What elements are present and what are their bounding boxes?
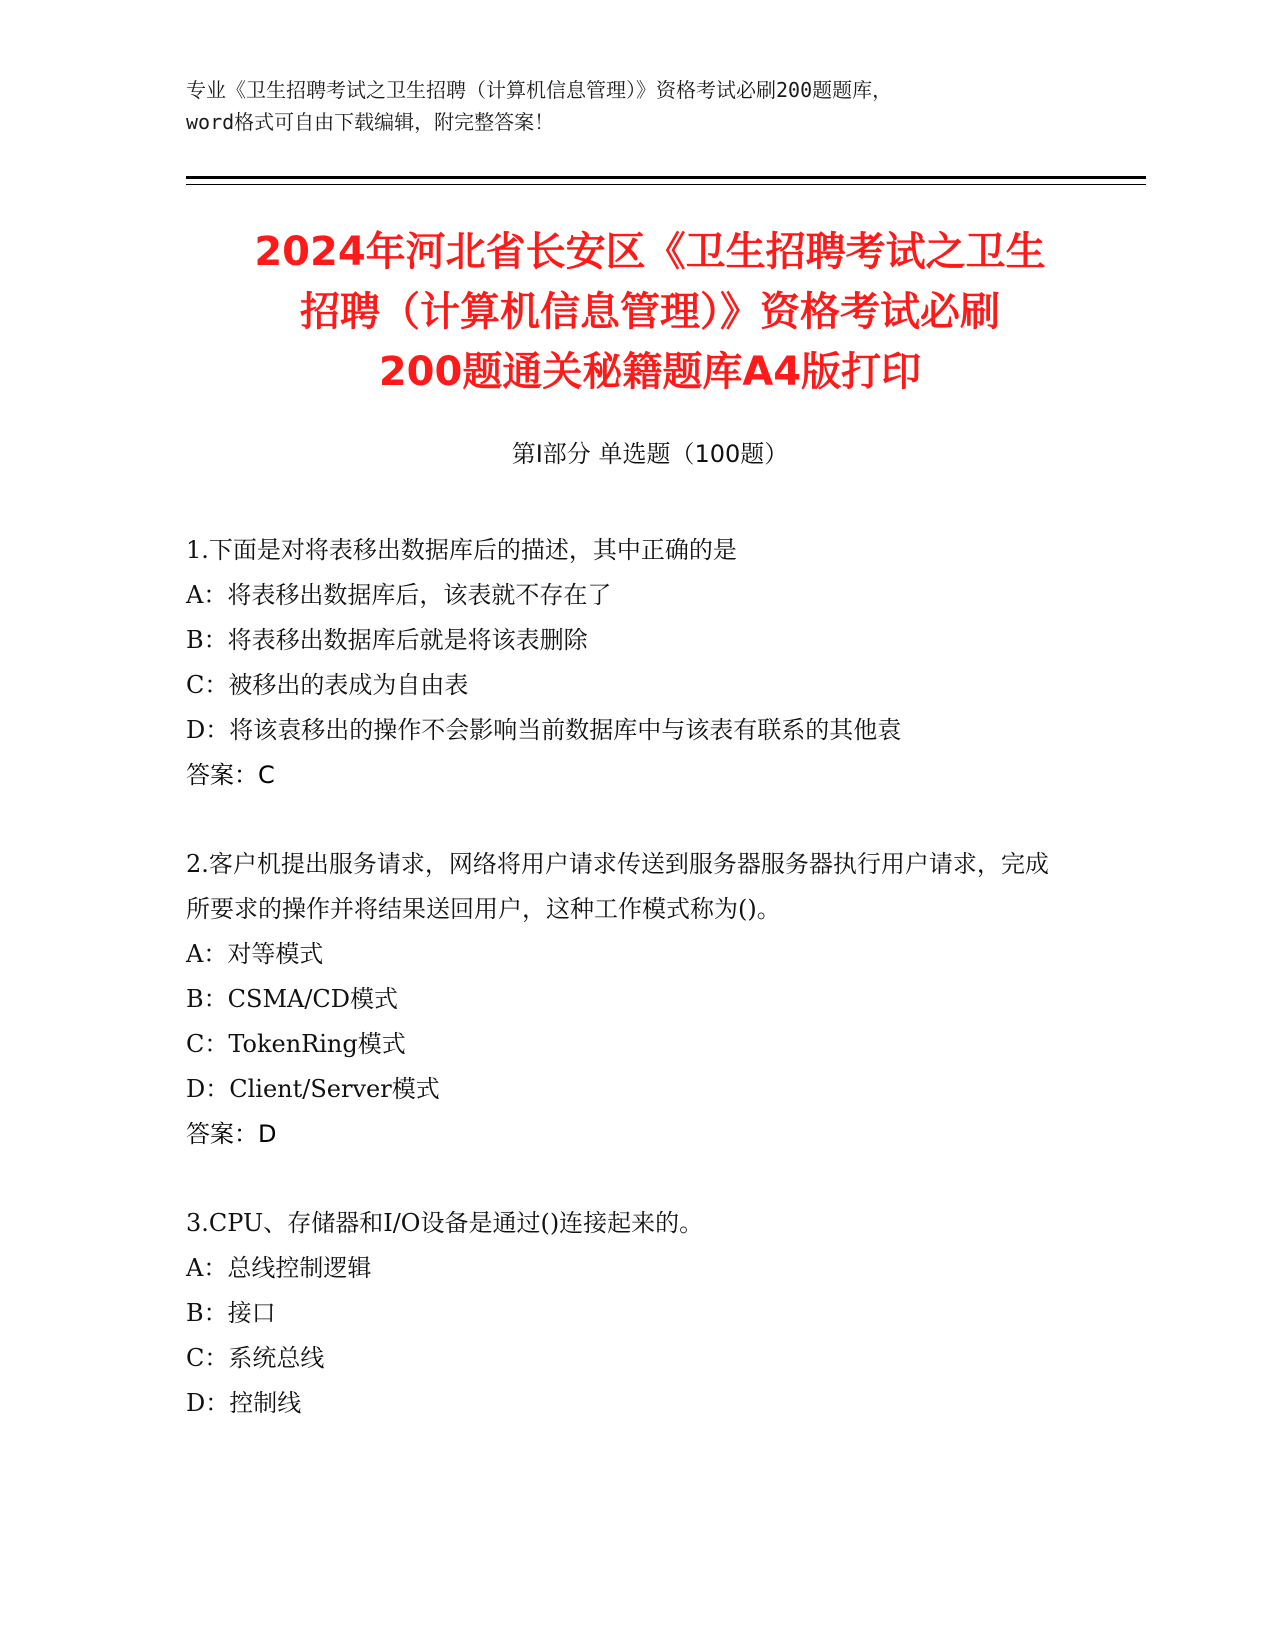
option-c: C：系统总线 <box>186 1344 325 1372</box>
option-b: B：接口 <box>186 1299 276 1327</box>
option-a: A：总线控制逻辑 <box>186 1254 372 1282</box>
header-divider-thick <box>186 176 1146 179</box>
option-b: B：将表移出数据库后就是将该表删除 <box>186 626 588 654</box>
title-line-1: 2024年河北省长安区《卫生招聘考试之卫生 <box>254 229 1046 275</box>
answer-label: 答案：C <box>186 761 275 789</box>
question-stem: 1.下面是对将表移出数据库后的描述，其中正确的是 <box>186 536 737 564</box>
title-line-2: 招聘（计算机信息管理）》资格考试必刷 <box>300 289 1000 335</box>
header-note <box>186 74 1086 138</box>
question-2 <box>186 842 1086 1157</box>
header-divider-thin <box>186 184 1146 185</box>
section-heading: 第Ⅰ部分 单选题（100题） <box>511 440 789 468</box>
option-a: A：对等模式 <box>186 940 324 968</box>
option-c: C：被移出的表成为自由表 <box>186 671 469 699</box>
header-line-1: 专业《卫生招聘考试之卫生招聘（计算机信息管理）》资格考试必刷200题题库， <box>186 78 893 102</box>
header-line-2: word格式可自由下载编辑，附完整答案！ <box>186 110 555 134</box>
question-stem: 2.客户机提出服务请求，网络将用户请求传送到服务器服务器执行用户请求，完成所要求的操作并将结果送回用户，这种工作模式称为()。 <box>186 850 1049 923</box>
option-d: D：Client/Server模式 <box>186 1075 440 1103</box>
option-c: C：TokenRing模式 <box>186 1030 406 1058</box>
option-a: A：将表移出数据库后，该表就不存在了 <box>186 581 612 609</box>
option-d: D：将该袁移出的操作不会影响当前数据库中与该表有联系的其他袁 <box>186 716 902 744</box>
question-3 <box>186 1201 1086 1426</box>
question-list <box>186 528 1086 1470</box>
question-1 <box>186 528 1086 798</box>
answer-label: 答案：D <box>186 1120 277 1148</box>
option-b: B：CSMA/CD模式 <box>186 985 399 1013</box>
document-title <box>150 222 1150 402</box>
option-d: D：控制线 <box>186 1389 302 1417</box>
question-stem: 3.CPU、存储器和I/O设备是通过()连接起来的。 <box>186 1209 704 1237</box>
title-line-3: 200题通关秘籍题库A4版打印 <box>378 349 922 395</box>
